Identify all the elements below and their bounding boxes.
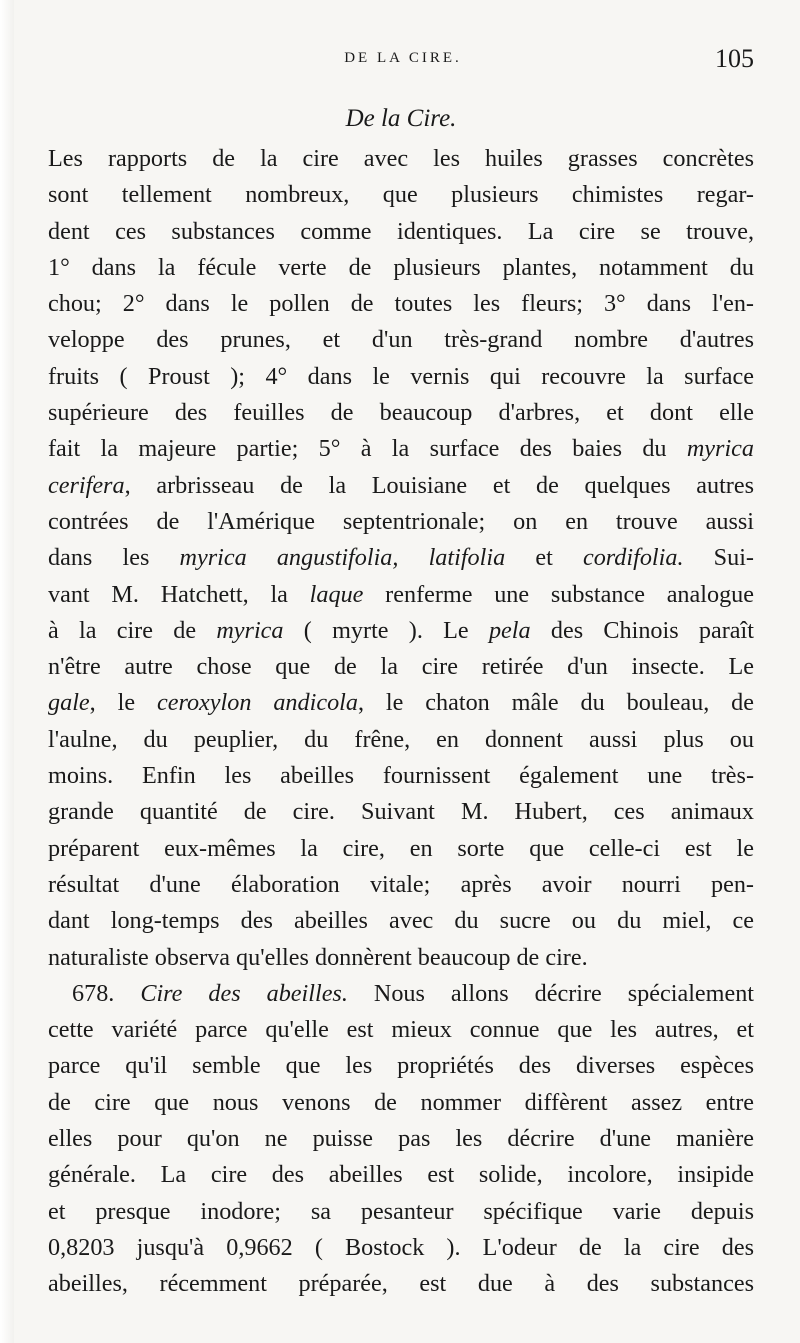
page-number: 105 [715, 44, 754, 73]
text-line [48, 286, 754, 322]
text-line [48, 1266, 754, 1302]
text-segment: elles pour qu'on ne puisse pas les décrire d'une manière [48, 1125, 754, 1153]
text-line [48, 685, 754, 721]
text-segment: et presque inodore; sa pesanteur spécifique varie depuis [48, 1197, 754, 1225]
paragraph-1 [48, 141, 754, 976]
text-segment: vant M. Hatchett, la [48, 580, 310, 608]
italic-term: cerifera [48, 471, 125, 499]
text-segment: à la cire de [48, 616, 217, 644]
running-title: DE LA CIRE. [344, 50, 462, 66]
text-segment: et [505, 544, 583, 572]
text-segment: grande quantité de cire. Suivant M. Hubert, ces animaux [48, 798, 754, 826]
text-line [48, 431, 754, 467]
text-line [48, 468, 754, 504]
text-line [48, 1157, 754, 1193]
text-line [48, 1012, 754, 1048]
text-segment: l'aulne, du peuplier, du frêne, en donnent aussi plus ou [48, 725, 754, 753]
text-line [48, 395, 754, 431]
text-segment: Nous allons décrire spécialement [347, 979, 755, 1007]
text-segment: dans les [48, 544, 180, 572]
text-segment: des Chinois paraît [530, 616, 754, 644]
italic-term: laque [309, 580, 364, 608]
text-line [48, 214, 754, 250]
text-line [48, 540, 754, 576]
text-line [48, 1121, 754, 1157]
text-segment: ( myrte ). Le [283, 616, 489, 644]
text-line [48, 177, 754, 213]
text-segment: , arbrisseau de la Louisiane et de quelques autres [124, 471, 754, 499]
text-segment: veloppe des prunes, et d'un très-grand nombre d'autres [48, 326, 754, 354]
section-title: De la Cire. [345, 105, 457, 132]
text-line [48, 141, 754, 177]
text-segment: parce qu'il semble que les propriétés des diverses espèces [48, 1052, 754, 1080]
text-line [48, 250, 754, 286]
text-segment: supérieure des feuilles de beaucoup d'arbres, et dont elle [48, 399, 754, 427]
text-line [48, 359, 754, 395]
italic-term: gale [48, 689, 90, 717]
italic-term: myrica angustifolia, latifolia [179, 544, 506, 572]
subsection-title: Cire des abeilles. [140, 979, 348, 1007]
text-segment: résultat d'une élaboration vitale; après avoir nourri pen- [48, 870, 754, 898]
text-segment: moins. Enfin les abeilles fournissent également une très- [48, 762, 754, 790]
text-line [48, 867, 754, 903]
italic-term: pela [488, 616, 531, 644]
text-segment: n'être autre chose que de la cire retirée d'un insecte. Le [48, 653, 754, 681]
text-block [48, 104, 754, 1303]
text-line [48, 649, 754, 685]
text-line [48, 976, 754, 1012]
text-line [48, 1194, 754, 1230]
text-segment: fruits ( Proust ); 4° dans le vernis qui recouvre la surface [48, 362, 754, 390]
text-segment: dent ces substances comme identiques. La cire se trouve, [48, 217, 754, 245]
text-segment: cette variété parce qu'elle est mieux connue que les autres, et [48, 1016, 754, 1044]
text-segment: dant long-temps des abeilles avec du sucre ou du miel, ce [48, 907, 754, 935]
section-number: 678. [72, 979, 141, 1007]
text-line [48, 504, 754, 540]
text-line [48, 794, 754, 830]
text-line [48, 322, 754, 358]
text-segment: , le chaton mâle du bouleau, de [357, 689, 754, 717]
text-line [48, 613, 754, 649]
text-segment: chou; 2° dans le pollen de toutes les fleurs; 3° dans l'en- [48, 290, 754, 318]
italic-term: ceroxylon andicola [156, 689, 358, 717]
text-segment: contrées de l'Amérique septentrionale; on en trouve aussi [48, 507, 754, 535]
paragraph-2 [48, 976, 754, 1303]
text-segment: Sui- [683, 544, 754, 572]
running-head [48, 44, 758, 78]
text-segment: , le [89, 689, 157, 717]
page-gutter [0, 0, 14, 1343]
text-segment: générale. La cire des abeilles est solide, incolore, insipide [48, 1161, 754, 1189]
text-segment: abeilles, récemment préparée, est due à des substances [48, 1270, 754, 1298]
text-line [48, 577, 754, 613]
text-segment: 1° dans la fécule verte de plusieurs plantes, notamment du [48, 253, 754, 281]
text-line [48, 940, 754, 976]
text-line [48, 1230, 754, 1266]
text-line [48, 903, 754, 939]
text-line [48, 1085, 754, 1121]
text-segment: Les rapports de la cire avec les huiles grasses concrètes [48, 145, 754, 172]
text-segment: de cire que nous venons de nommer diffèrent assez entre [48, 1088, 754, 1116]
text-segment: sont tellement nombreux, que plusieurs chimistes regar- [48, 181, 754, 209]
text-line [48, 722, 754, 758]
italic-term: myrica [686, 435, 754, 463]
text-line [48, 1048, 754, 1084]
text-segment: naturaliste observa qu'elles donnèrent beaucoup de cire. [48, 943, 588, 971]
italic-term: cordifolia. [582, 544, 684, 572]
text-line [48, 831, 754, 867]
text-segment: préparent eux-mêmes la cire, en sorte que celle-ci est le [48, 834, 754, 862]
text-segment: 0,8203 jusqu'à 0,9662 ( Bostock ). L'odeur de la cire des [48, 1233, 754, 1261]
text-segment: renferme une substance analogue [363, 580, 754, 608]
text-segment: fait la majeure partie; 5° à la surface des baies du [48, 435, 687, 463]
text-line [48, 758, 754, 794]
italic-term: myrica [216, 616, 284, 644]
